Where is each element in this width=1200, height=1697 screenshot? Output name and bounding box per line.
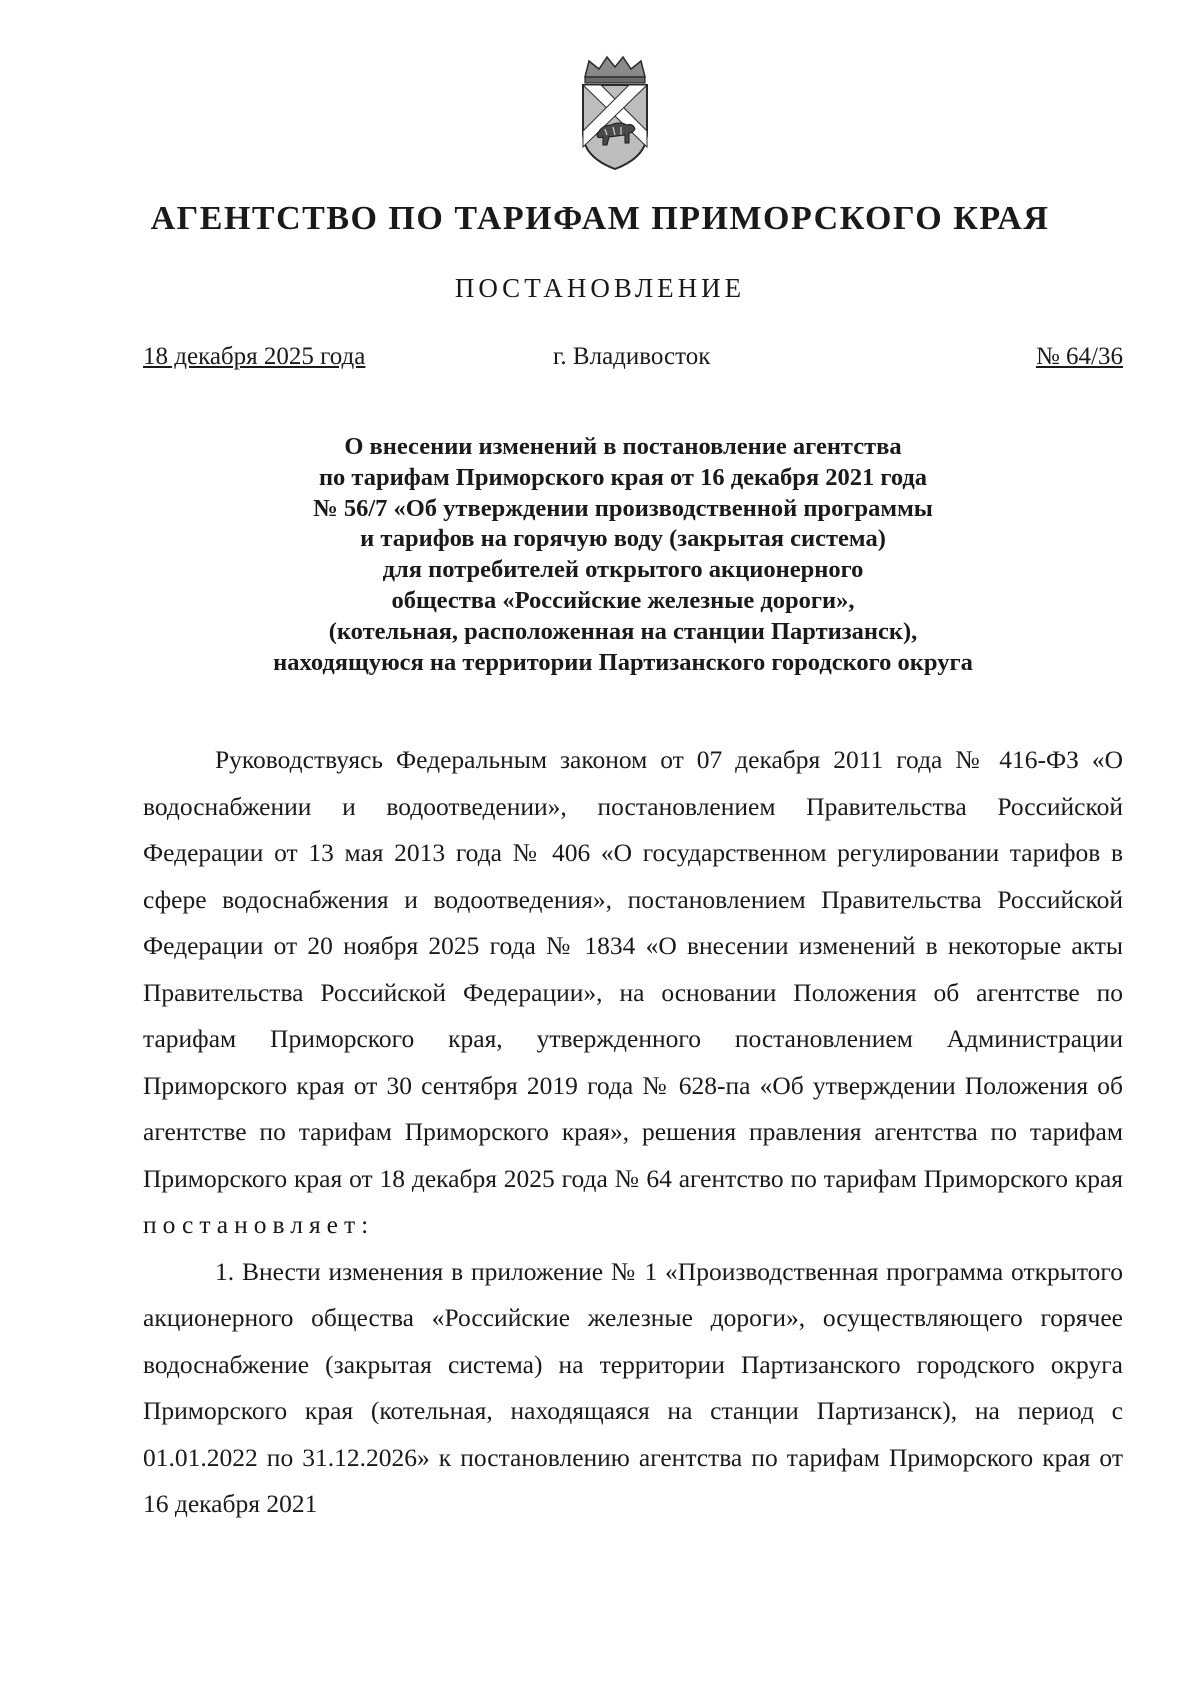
title-line: по тарифам Приморского края от 16 декабря 2021 года bbox=[318, 463, 928, 491]
title-line: № 56/7 «Об утверждении производственной программы bbox=[313, 494, 933, 522]
document-city: г. Владивосток bbox=[553, 343, 711, 370]
decree-word: постановляет: bbox=[143, 1210, 375, 1239]
title-line: общества «Российские железные дороги», bbox=[391, 586, 855, 614]
document-body bbox=[143, 737, 1123, 1528]
document-date: 18 декабря 2025 года bbox=[143, 343, 366, 370]
title-line: О внесении изменений в постановление агентства bbox=[344, 433, 902, 460]
title-line: (котельная, расположенная на станции Партизанск), bbox=[328, 617, 918, 645]
primorye-coat-of-arms-icon bbox=[575, 55, 655, 173]
document-type: ПОСТАНОВЛЕНИЕ bbox=[454, 273, 746, 303]
title-line: находящуюся на территории Партизанского городского округа bbox=[273, 648, 973, 676]
body-paragraph bbox=[143, 737, 1123, 1249]
body-paragraph: 1. Внести изменения в приложение № 1 «Производственная программа открытого акционерного общества «Российские железные дороги», осуществляющего горячее водоснабжение (закрытая система) на территории Партизанского городского округа Приморского края (котельная, находящаяся на станции Партизанск), на период с 01.01.2022 по 31.12.2026» к постановлению агентства по тарифам Приморского края от 16 декабря 2021 bbox=[143, 1256, 1123, 1518]
document-meta bbox=[143, 343, 1123, 377]
document-title bbox=[143, 432, 1103, 678]
preamble-text: Руководствуясь Федеральным законом от 07 декабря 2011 года № 416-ФЗ «О водоснабжении и водоотведении», постановлением Правительства Российской Федерации от 13 мая 2013 года № 406 «О государственном регулировании тарифов в сфере водоснабжения и водоотведения», постановлением Правительства Российской Федерации от 20 ноября 2025 года № 1834 «О внесении изменений в некоторые акты Правительства Российской Федерации», на основании Положения об агентстве по тарифам Приморского края, утвержденного постановлением Администрации Приморского края от 30 сентября 2019 года № 628-па «Об утверждении Положения об агентстве по тарифам Приморского края», решения правления агентства по тарифам Приморского края от 18 декабря 2025 года № 64 агентство по тарифам Приморского края bbox=[143, 745, 1123, 1193]
document-number: № 64/36 bbox=[1035, 343, 1123, 370]
title-line: и тарифов на горячую воду (закрытая система) bbox=[360, 525, 886, 553]
title-line: для потребителей открытого акционерного bbox=[382, 556, 864, 584]
agency-name: АГЕНТСТВО ПО ТАРИФАМ ПРИМОРСКОГО КРАЯ bbox=[150, 200, 1050, 237]
